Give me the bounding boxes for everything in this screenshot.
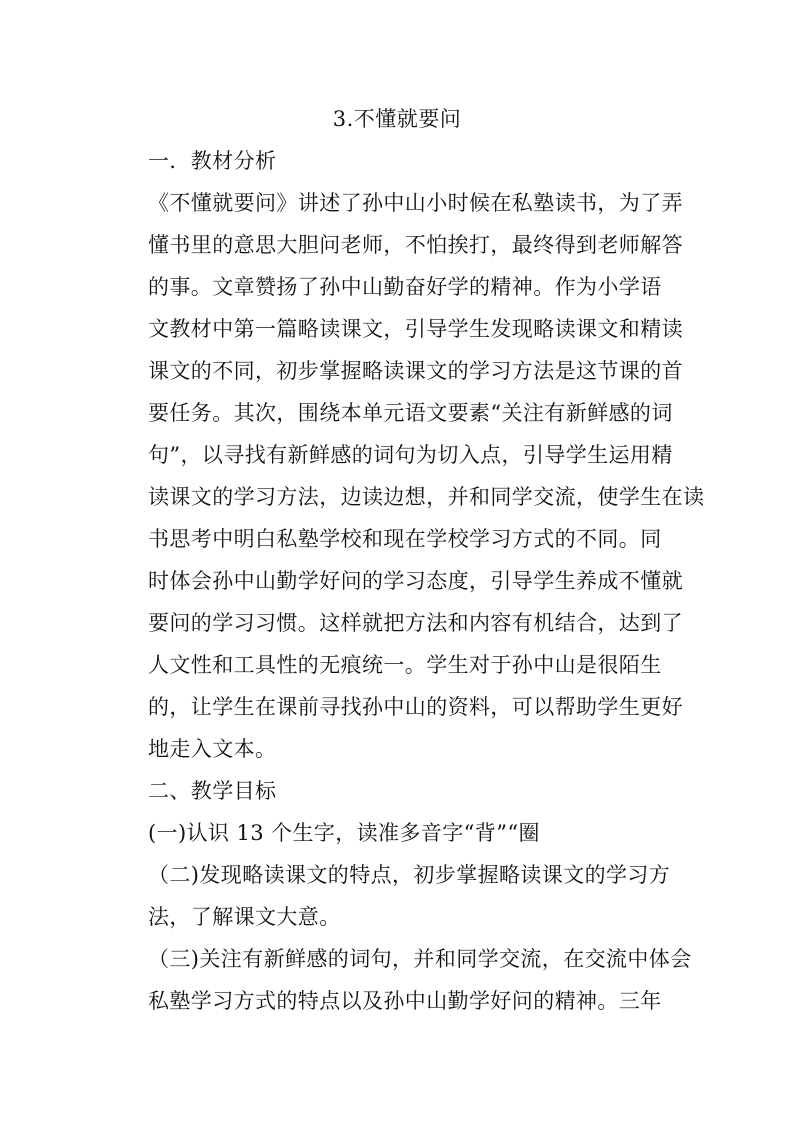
paragraph-line: 句”，以寻找有新鲜感的词句为切入点，引导学生运用精 [148,443,673,467]
goal-line: 私塾学习方式的特点以及孙中山勤学好问的精神。三年 [148,989,662,1013]
paragraph-line: 时体会孙中山勤学好问的学习态度，引导学生养成不懂就 [148,569,683,593]
paragraph-line: 人文性和工具性的无痕统一。学生对于孙中山是很陌生 [148,653,662,677]
paragraph-line: 地走入文本。 [148,737,277,761]
paragraph-line: 要任务。其次，围绕本单元语文要素“关注有新鲜感的词 [148,401,673,425]
goal-line: 法，了解课文大意。 [148,905,341,929]
goal-line: （二)发现略读课文的特点，初步掌握略读课文的学习方 [148,863,671,887]
goal-line: (一)认识 13 个生字，读准多音字“背”“圈 [148,821,540,845]
section-heading-goals: 二、教学目标 [148,779,277,803]
paragraph-line: 的事。文章赞扬了孙中山勤奋好学的精神。作为小学语 [148,275,662,299]
section-heading-analysis: 一．教材分析 [148,149,277,173]
goal-line: （三)关注有新鲜感的词句，并和同学交流，在交流中体会 [148,947,692,971]
paragraph-line: 文教材中第一篇略读课文，引导学生发现略读课文和精读 [148,317,683,341]
paragraph-line: 读课文的学习方法，边读边想，并和同学交流，使学生在读 [148,485,705,509]
paragraph-line: 要问的学习习惯。这样就把方法和内容有机结合，达到了 [148,611,683,635]
paragraph-line: 书思考中明白私塾学校和现在学校学习方式的不同。同 [148,527,662,551]
paragraph-line: 懂书里的意思大胆问老师，不怕挨打，最终得到老师解答 [148,233,683,257]
document-title: 3.不懂就要问 [332,107,462,131]
paragraph-line: 课文的不同，初步掌握略读课文的学习方法是这节课的首 [148,359,683,383]
paragraph-line: 的，让学生在课前寻找孙中山的资料，可以帮助学生更好 [148,695,683,719]
paragraph-line: 《不懂就要问》讲述了孙中山小时候在私塾读书，为了弄 [148,191,683,215]
